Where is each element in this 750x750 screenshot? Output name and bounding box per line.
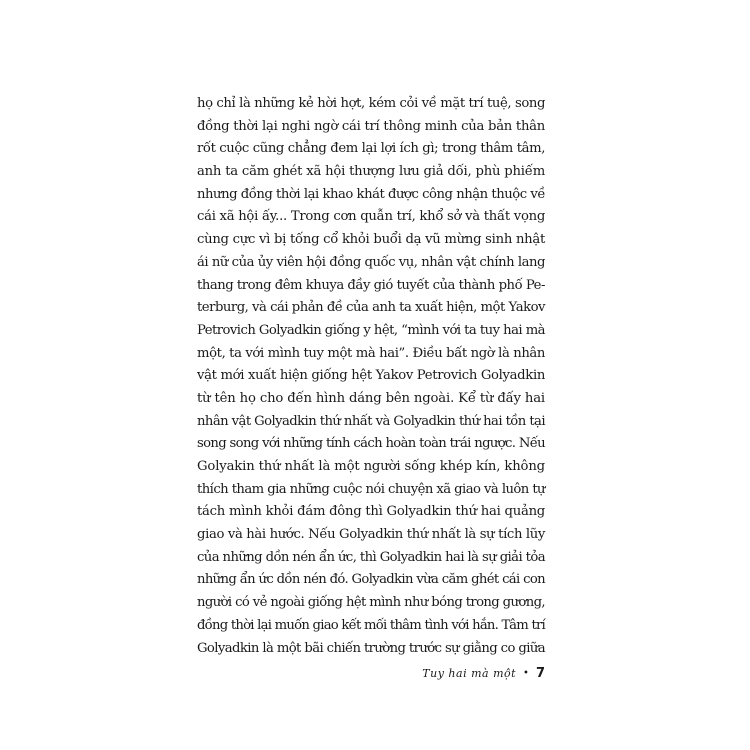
text-line: anh ta căm ghét xã hội thượng lưu giả dối, phù phiếm [197, 164, 545, 180]
text-line: thang trong đêm khuya đầy gió tuyết của thành phố Pe- [197, 277, 545, 293]
text-line: nhưng đồng thời lại khao khát được công nhận thuộc về [197, 186, 545, 202]
text-line: người có vẻ ngoài giống hệt mình như bóng trong gương, [197, 595, 545, 611]
text-line: cái xã hội ấy... Trong cơn quẫn trí, khổ sở và thất vọng [197, 209, 545, 225]
text-line: nhân vật Golyadkin thứ nhất và Golyadkin thứ hai tồn tại [197, 413, 545, 429]
page-number: 7 [535, 665, 545, 681]
text-line: từ tên họ cho đến hình dáng bên ngoài. Kể từ đấy hai [197, 390, 545, 406]
text-line: đồng thời lại nghi ngờ cái trí thông minh của bản thân [197, 118, 545, 134]
text-line: tách mình khỏi đám đông thì Golyadkin thứ hai quảng [197, 504, 545, 520]
body-text [197, 93, 545, 660]
text-line: cùng cực vì bị tống cổ khỏi buổi dạ vũ mừng sinh nhật [197, 232, 545, 248]
text-line: Golyadkin là một bãi chiến trường trước sự giằng co giữa [197, 640, 545, 656]
text-line: rốt cuộc cũng chẳng đem lại lợi ích gì; trong thâm tâm, [197, 141, 545, 157]
text-line: terburg, và cái phản đề của anh ta xuất hiện, một Yakov [197, 300, 545, 316]
text-line: giao và hài hước. Nếu Golyadkin thứ nhất là sự tích lũy [197, 527, 545, 543]
bullet-separator: • [523, 667, 529, 679]
text-line: ái nữ của ủy viên hội đồng quốc vụ, nhân vật chính lang [197, 254, 545, 270]
text-line: của những dồn nén ẩn ức, thì Golyadkin hai là sự giải tỏa [197, 549, 545, 565]
running-title: Tuy hai mà một [422, 666, 517, 680]
text-line: Petrovich Golyadkin giống y hệt, “mình với ta tuy hai mà [197, 322, 545, 338]
text-line: họ chỉ là những kẻ hời hợt, kém cỏi về mặt trí tuệ, song [197, 96, 545, 111]
text-line: Golyakin thứ nhất là một người sống khép kín, không [197, 459, 545, 474]
text-line: thích tham gia những cuộc nói chuyện xã giao và luôn tự [197, 481, 545, 497]
text-line: song song với những tính cách hoàn toàn trái ngược. Nếu [197, 436, 546, 452]
text-line: một, ta với mình tuy một mà hai”. Điều bất ngờ là nhân [197, 345, 545, 361]
text-line: đồng thời lại muốn giao kết mối thâm tình với hắn. Tâm trí [197, 617, 545, 633]
page-footer [380, 663, 545, 683]
text-line: vật mới xuất hiện giống hệt Yakov Petrovich Golyadkin [197, 368, 545, 384]
text-line: những ẩn ức dồn nén đó. Golyadkin vừa căm ghét cái con [197, 572, 545, 588]
